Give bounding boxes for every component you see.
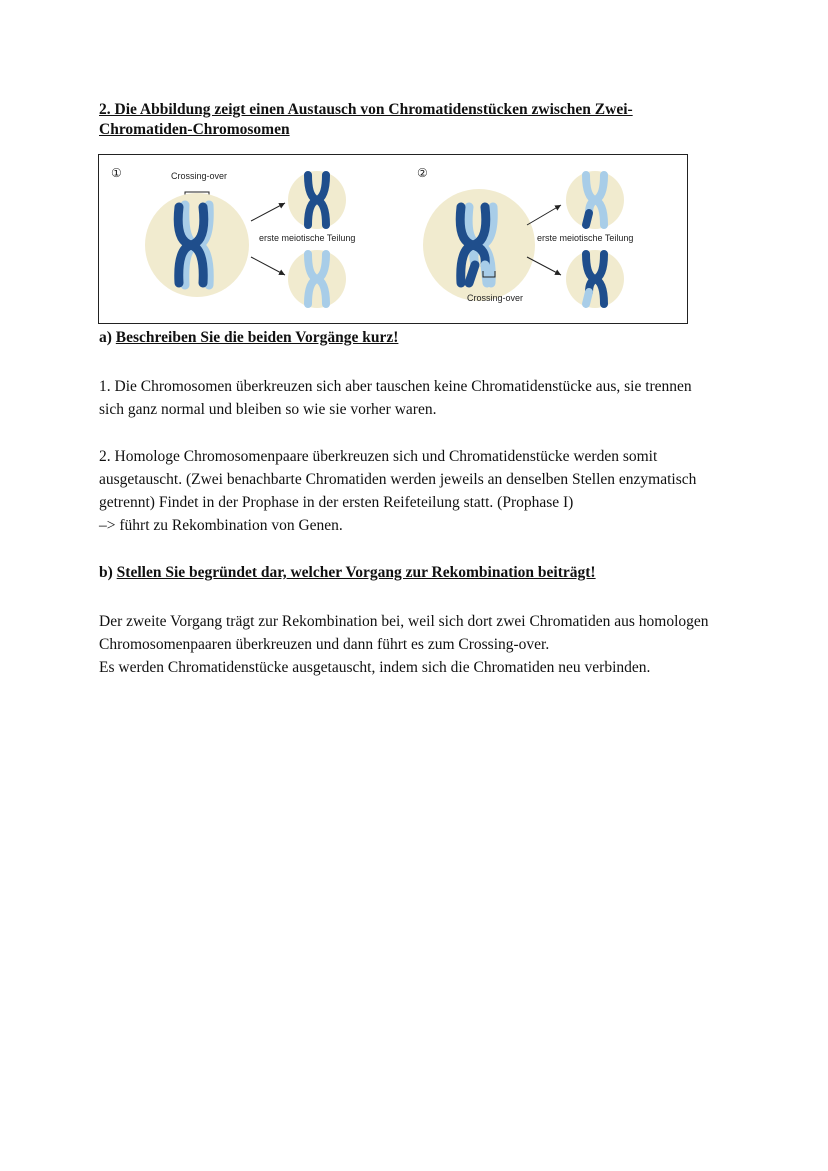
- answer-b-p2: Es werden Chromatidenstücke ausgetauscht, indem sich die Chromatiden neu verbinden.: [99, 659, 651, 676]
- panel1-number: ①: [111, 166, 122, 180]
- panel2-crossing-label: Crossing-over: [467, 293, 524, 303]
- panel2-number: ②: [417, 166, 428, 180]
- arrow-down-1: [251, 257, 285, 275]
- panel1-crossing-label: Crossing-over: [171, 171, 228, 181]
- answer-a-p2: 2. Homologe Chromosomenpaare überkreuzen sich und Chromatidenstücke werden somit ausgetauscht. (Zwei benachbarte Chromatiden werden jeweils an denselben Stellen enzymatisch getrennt) Findet in der Prophase in der ersten Reifeteilung statt. (Prophase I): [99, 448, 697, 511]
- answer-a-paragraph-1: [99, 375, 709, 421]
- question-a-text: Beschreiben Sie die beiden Vorgänge kurz!: [115, 329, 399, 346]
- meiosis-figure: [98, 154, 688, 324]
- question-b-prefix: b): [99, 564, 113, 581]
- answer-b-paragraph: [99, 610, 709, 679]
- answer-b-p1: Der zweite Vorgang trägt zur Rekombination bei, weil sich dort zwei Chromatiden aus homologen Chromosomenpaaren überkreuzen und dann führt es zum Crossing-over.: [99, 613, 709, 653]
- question-b: [99, 563, 596, 583]
- answer-a-p3: –> führt zu Rekombination von Genen.: [99, 517, 343, 534]
- question-a-prefix: a): [99, 329, 112, 346]
- panel2-arrow-label: erste meiotische Teilung: [537, 233, 634, 243]
- panel1-arrow-label: erste meiotische Teilung: [259, 233, 356, 243]
- arrow-down-2: [527, 257, 561, 275]
- figure-svg: [99, 155, 687, 323]
- answer-a-p1: 1. Die Chromosomen überkreuzen sich aber tauschen keine Chromatidenstücke aus, sie trennen sich ganz normal und bleiben so wie sie vorher waren.: [99, 378, 692, 418]
- question-b-text: Stellen Sie begründet dar, welcher Vorgang zur Rekombination beiträgt!: [116, 564, 596, 581]
- arrow-up-1: [251, 203, 285, 221]
- question-a: [99, 328, 398, 348]
- task-heading: 2. Die Abbildung zeigt einen Austausch von Chromatidenstücken zwischen Zwei-Chromatiden-Chromosomen: [99, 101, 633, 138]
- answer-a-paragraph-2: [99, 445, 709, 537]
- arrow-up-2: [527, 205, 561, 225]
